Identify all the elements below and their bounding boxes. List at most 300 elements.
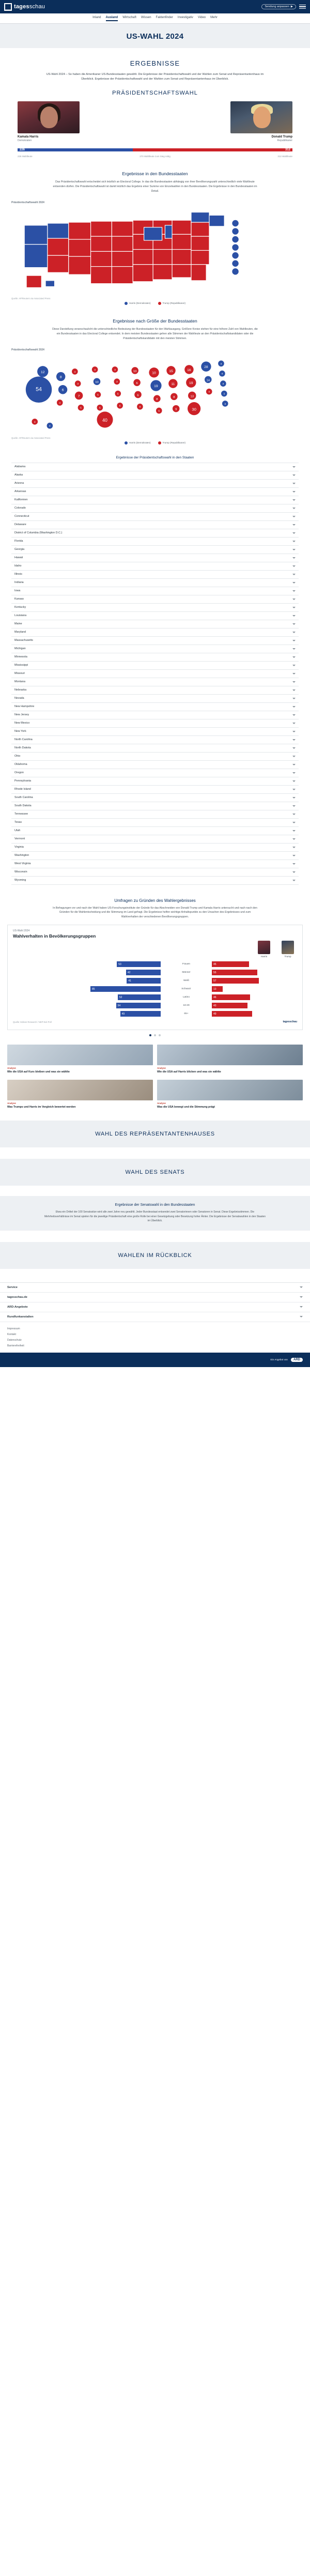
main-navigation xyxy=(0,13,310,24)
state-row[interactable] xyxy=(11,736,299,744)
chevron-down-icon xyxy=(292,855,296,856)
chevron-down-icon xyxy=(292,673,296,674)
chevron-down-icon xyxy=(292,665,296,666)
state-row[interactable] xyxy=(11,786,299,794)
legend-item-rep xyxy=(158,441,186,444)
result-bar-notes xyxy=(18,155,292,158)
chevron-down-icon xyxy=(292,847,296,848)
map-states-chart-label: Präsidentschaftswahl 2024 xyxy=(11,201,44,204)
chevron-down-icon xyxy=(300,1316,303,1317)
svg-text:12: 12 xyxy=(41,370,45,374)
teaser-kicker: Analyse xyxy=(7,1101,16,1105)
footer-link-datenschutz[interactable]: Datenschutz xyxy=(7,1338,22,1342)
survey-paragraph: In Befragungen vor und nach der Wahl haben US-Forschungsinstitute der Gründe für das Abschneiden von Donald Trump und Kamala Harris untersucht und nach nach den Gründen für die Wahlentscheidung und die Stimmung im Land gefragt. Die Ergebnisse helfen wichtige Anhaltspunkte zu den Ursachen des Ergebnisses und zum Wahlverhalten der verschiedenen Bevölkerungsgruppen. xyxy=(53,906,257,919)
map-bubbles-chart-label: Präsidentschaftswahl 2024 xyxy=(11,348,44,351)
state-row[interactable] xyxy=(11,744,299,753)
state-row[interactable] xyxy=(11,852,299,860)
state-row[interactable] xyxy=(11,488,299,496)
nav-item-inland[interactable]: Inland xyxy=(92,16,101,19)
state-row-label: Alabama xyxy=(14,465,26,468)
state-row[interactable] xyxy=(11,761,299,769)
teaser-kicker: Analyse xyxy=(157,1101,166,1105)
teaser-card[interactable] xyxy=(157,1080,303,1110)
carousel-dot-3[interactable] xyxy=(159,1034,161,1036)
chevron-down-icon xyxy=(292,689,296,691)
state-row[interactable] xyxy=(11,703,299,711)
survey-bar-rep: 13 xyxy=(212,986,223,992)
us-choropleth-map[interactable] xyxy=(11,205,299,296)
state-row[interactable] xyxy=(11,769,299,777)
teaser-grid xyxy=(7,1045,303,1109)
us-bubble-map[interactable] xyxy=(11,352,299,435)
nav-item-investigativ[interactable]: Investigativ xyxy=(177,16,193,19)
state-row[interactable] xyxy=(11,753,299,761)
results-lead: US-Wahl 2024 – So haben die Amerikaner US-Bundesstaaten gewählt. Die Ergebnisse der Präsidentschaftswahl und der Wahlen zum Senat und Repräsentantenhaus im Überblick. Ergebnisse der Präsidentschaftswahl und der Wahlen zum Senat und Repräsentantenhaus im Überblick. xyxy=(46,73,264,81)
chevron-down-icon xyxy=(292,880,296,881)
chevron-down-icon xyxy=(292,599,296,600)
survey-head-trump xyxy=(282,941,294,958)
footer-row-rundfunkanstalten[interactable] xyxy=(0,1312,310,1322)
survey-bar-right xyxy=(212,994,310,1000)
svg-text:6: 6 xyxy=(61,388,64,392)
chevron-down-icon xyxy=(292,797,296,799)
svg-text:3: 3 xyxy=(224,403,226,406)
survey-group-label: Weiß xyxy=(183,979,190,983)
survey-bar-row xyxy=(13,961,297,968)
nav-item-wirtschaft[interactable]: Wirtschaft xyxy=(122,16,136,19)
svg-text:9: 9 xyxy=(175,408,177,411)
nav-item-faktenfinder[interactable]: Faktenfinder xyxy=(156,16,173,19)
survey-bar-row xyxy=(13,977,297,984)
hero-banner xyxy=(0,24,310,48)
chevron-down-icon xyxy=(292,516,296,517)
state-row[interactable] xyxy=(11,554,299,562)
survey-bar-row xyxy=(13,969,297,976)
state-row[interactable] xyxy=(11,604,299,612)
state-row-label: Idaho xyxy=(14,564,22,568)
hamburger-menu-icon[interactable] xyxy=(299,5,306,9)
teaser-title: Was die USA bewegt und die Stimmung prägt xyxy=(157,1105,215,1109)
survey-bar-rep: 57 xyxy=(212,978,259,984)
candidate-name: Kamala Harris xyxy=(18,135,39,139)
chevron-down-icon xyxy=(300,1296,303,1298)
chevron-down-icon xyxy=(292,623,296,625)
chevron-down-icon xyxy=(292,814,296,815)
survey-card-heads xyxy=(13,941,297,958)
svg-text:6: 6 xyxy=(136,381,138,385)
state-row[interactable] xyxy=(11,587,299,595)
sendung-anpassen-label: Sendung anpassen xyxy=(265,5,289,8)
svg-text:4: 4 xyxy=(59,402,61,405)
map-bubbles-legend xyxy=(7,441,303,444)
footer-row-service[interactable] xyxy=(0,1283,310,1293)
survey-bar-dem: 53 xyxy=(117,961,161,967)
state-row-label: New Hampshire xyxy=(14,705,35,708)
teaser-image xyxy=(157,1045,303,1065)
teaser-card[interactable] xyxy=(7,1080,153,1110)
state-row[interactable] xyxy=(11,670,299,678)
state-row[interactable] xyxy=(11,571,299,579)
survey-bar-row xyxy=(13,986,297,992)
chevron-down-icon xyxy=(292,838,296,840)
chevron-down-icon xyxy=(292,822,296,823)
map-states-heading: Ergebnisse in den Bundesstaaten xyxy=(122,171,188,177)
svg-text:8: 8 xyxy=(173,395,175,399)
state-row[interactable] xyxy=(11,471,299,480)
teaser-card[interactable] xyxy=(157,1045,303,1075)
survey-bar-dem: 52 xyxy=(118,994,161,1000)
legend-item-dem xyxy=(125,441,151,444)
state-row[interactable] xyxy=(11,546,299,554)
state-row[interactable] xyxy=(11,529,299,538)
survey-heading: Umfragen zu Gründen des Wahlergebnisses xyxy=(114,898,196,903)
chevron-down-icon xyxy=(292,731,296,732)
teaser-title: Wie die USA auf Kurs bleiben und was sie wählte xyxy=(7,1070,70,1074)
svg-text:5: 5 xyxy=(99,407,101,410)
state-row-label: North Carolina xyxy=(14,738,33,741)
state-row[interactable] xyxy=(11,802,299,810)
state-row-label: Arizona xyxy=(14,482,24,485)
candidates-row xyxy=(18,101,292,142)
state-row[interactable] xyxy=(11,496,299,504)
svg-text:5: 5 xyxy=(80,407,82,410)
teaser-kicker: Analyse xyxy=(7,1067,16,1070)
state-row[interactable] xyxy=(11,711,299,719)
svg-text:3: 3 xyxy=(94,369,96,372)
chevron-down-icon xyxy=(292,789,296,790)
survey-bar-dem: 54 xyxy=(116,1003,161,1008)
survey-bar-dem: 49 xyxy=(120,1011,161,1017)
footer-links xyxy=(0,1322,310,1353)
svg-text:8: 8 xyxy=(139,406,141,409)
chevron-down-icon xyxy=(292,607,296,608)
svg-text:16: 16 xyxy=(187,368,191,372)
carousel-dot-2[interactable] xyxy=(154,1034,156,1036)
state-row[interactable] xyxy=(11,827,299,835)
state-row-label: Texas xyxy=(14,821,22,824)
state-row-label: New York xyxy=(14,730,26,733)
state-row-label: Oregon xyxy=(14,771,24,774)
chevron-down-icon xyxy=(292,756,296,757)
survey-group-label: 18-29 xyxy=(183,1004,190,1007)
state-row[interactable] xyxy=(11,595,299,604)
survey-head-harris xyxy=(258,941,270,958)
chevron-down-icon xyxy=(292,772,296,774)
chevron-down-icon xyxy=(292,574,296,575)
svg-text:28: 28 xyxy=(204,365,208,369)
candidate-harris xyxy=(18,101,80,142)
map-bubbles-source: Quelle: AP/Reuters via Associated Press xyxy=(11,436,51,439)
state-row-label: Washington xyxy=(14,854,29,857)
state-row-label: Kansas xyxy=(14,597,24,601)
state-row[interactable] xyxy=(11,810,299,819)
state-row[interactable] xyxy=(11,819,299,827)
survey-logo: tagesschau xyxy=(283,1020,297,1024)
state-row[interactable] xyxy=(11,653,299,662)
candidate-photo xyxy=(230,101,292,133)
state-row-label: New Mexico xyxy=(14,722,30,725)
legend-item-rep xyxy=(158,302,186,305)
state-row[interactable] xyxy=(11,678,299,686)
state-row-label: Rhode Island xyxy=(14,788,31,791)
chevron-down-icon xyxy=(292,499,296,501)
survey-bar-row xyxy=(13,1010,297,1017)
survey-bar-right xyxy=(212,970,310,975)
survey-group-label: Latino xyxy=(182,996,190,999)
survey-bar-dem: 42 xyxy=(126,970,161,975)
logo-text xyxy=(14,4,45,10)
chevron-down-icon xyxy=(292,871,296,873)
state-row-label: Arkansas xyxy=(14,490,26,493)
survey-card-footer xyxy=(13,1020,297,1023)
survey-bar-left xyxy=(13,994,161,1000)
state-row-label: South Dakota xyxy=(14,804,32,807)
svg-text:3: 3 xyxy=(34,421,36,424)
state-row-label: Indiana xyxy=(14,581,24,584)
state-row-label: Kentucky xyxy=(14,606,26,609)
svg-text:10: 10 xyxy=(95,380,99,384)
survey-bar-rep: 49 xyxy=(212,1011,252,1017)
svg-text:4: 4 xyxy=(49,425,51,428)
survey-bar-left xyxy=(13,970,161,975)
state-row[interactable] xyxy=(11,844,299,852)
state-row-label: Montana xyxy=(14,680,25,683)
state-row-label: Utah xyxy=(14,829,21,832)
chevron-down-icon xyxy=(292,582,296,584)
candidate-photo xyxy=(18,101,80,133)
survey-card-title: Wahlverhalten in Bevölkerungsgruppen xyxy=(13,933,96,939)
survey-group-label: Schwarz xyxy=(181,988,191,991)
chevron-down-icon xyxy=(292,466,296,468)
state-row[interactable] xyxy=(11,877,299,885)
map-states-paragraph: Das Präsidentschaftswahl entscheidet sich letztlich an Electoral College. In das die Bundesstaaten abhängig von ihrer Bevölkerungszahl unterschiedlich viele Wahlleute entsenden dürfen. Die Präsidentschaftswahl ist damit letztlich das Ergebnis einer Summe von Einzelwahlen in den Bundesstaaten. Die Ergebnisse in den Bundesstaaten im Detail. xyxy=(53,180,257,193)
survey-group-label: 65+ xyxy=(184,1013,189,1016)
banner-house-title: WAHL DES REPRÄSENTANTENHAUSES xyxy=(95,1131,215,1138)
note-center: 270 Wahlleute zum Sieg nötig xyxy=(140,155,171,158)
footer-row-label: Rundfunkanstalten xyxy=(7,1315,34,1318)
state-row-label: North Dakota xyxy=(14,746,31,749)
chevron-down-icon xyxy=(292,491,296,493)
nav-item-video[interactable]: Video xyxy=(197,16,206,19)
nav-item-ausland[interactable]: Ausland xyxy=(106,16,118,21)
state-row[interactable] xyxy=(11,504,299,513)
logo-primary: tages xyxy=(14,4,29,10)
state-row-label: Hawaii xyxy=(14,556,23,559)
state-row-label: New Jersey xyxy=(14,713,29,716)
svg-text:19: 19 xyxy=(189,381,193,385)
legend-label-dem: Harris (Demokraten) xyxy=(129,302,151,305)
state-row[interactable] xyxy=(11,538,299,546)
top-bar xyxy=(0,0,310,13)
svg-text:6: 6 xyxy=(137,393,139,397)
state-row[interactable] xyxy=(11,662,299,670)
chevron-down-icon xyxy=(292,805,296,807)
survey-bar-left xyxy=(13,986,161,992)
note-left: 226 Wahlleute xyxy=(18,155,33,158)
state-row[interactable] xyxy=(11,579,299,587)
chevron-down-icon xyxy=(292,632,296,633)
state-row[interactable] xyxy=(11,628,299,637)
chevron-down-icon xyxy=(292,565,296,567)
footer-row-label: tagesschau.de xyxy=(7,1295,27,1299)
survey-bar-right xyxy=(212,986,310,992)
state-row-label: Pennsylvania xyxy=(14,779,32,783)
state-row-label: Mississippi xyxy=(14,664,28,667)
svg-text:13: 13 xyxy=(190,394,194,398)
chevron-down-icon xyxy=(292,557,296,559)
chevron-down-icon xyxy=(292,648,296,650)
state-row[interactable] xyxy=(11,695,299,703)
state-row-label: Kalifornien xyxy=(14,498,28,501)
svg-text:6: 6 xyxy=(158,409,160,412)
senate-block-heading: Ergebnisse der Senatswahl in den Bundesstaaten xyxy=(115,1203,195,1207)
footer-row-label: ARD-Angebote xyxy=(7,1305,28,1309)
footer-row-tagesschau[interactable] xyxy=(0,1293,310,1302)
state-row-label: Delaware xyxy=(14,523,26,526)
survey-bar-row xyxy=(13,994,297,1001)
carousel-dot-1[interactable] xyxy=(149,1034,151,1036)
map-states-source: Quelle: AP/Reuters via Associated Press xyxy=(11,297,51,300)
nav-item-mehr[interactable]: Mehr xyxy=(210,16,218,19)
chevron-down-icon xyxy=(292,474,296,476)
chevron-down-icon xyxy=(292,524,296,526)
state-row[interactable] xyxy=(11,513,299,521)
site-footer xyxy=(0,1282,310,1367)
state-list xyxy=(11,463,299,885)
chevron-down-icon xyxy=(292,615,296,617)
carousel-dots[interactable] xyxy=(0,1034,310,1036)
svg-text:3: 3 xyxy=(222,382,224,386)
chevron-down-icon xyxy=(292,698,296,699)
svg-text:4: 4 xyxy=(208,391,210,394)
state-row-label: Alaska xyxy=(14,473,23,477)
map-bubbles-paragraph: Diese Darstellung veranschaulicht die unterschiedliche Bedeutung der Bundesstaaten für den Wahlausgang. Größere Kreise stehen für eine höhere Zahl von Wahlleuten, die ein Bundesstaaten in das Electoral College entsendet. In dem meisten Bundesstaaten gehen alle Stimmen der Wahlleute an den Präsidentschaftskandidaten oder die Präsidentschaftskandidatin mit den meisten Stimmen. xyxy=(52,327,258,340)
state-row[interactable] xyxy=(11,860,299,868)
results-section-title: ERGEBNISSE xyxy=(130,59,180,67)
state-row[interactable] xyxy=(11,835,299,844)
site-logo[interactable] xyxy=(4,3,45,11)
candidate-party: Republikaner xyxy=(277,139,292,143)
state-row[interactable] xyxy=(11,463,299,471)
state-row[interactable] xyxy=(11,620,299,628)
svg-text:40: 40 xyxy=(102,417,107,423)
footer-row-ard-angebote[interactable] xyxy=(0,1302,310,1312)
survey-bar-right xyxy=(212,1003,310,1008)
footer-link-impressum[interactable]: Impressum xyxy=(7,1327,20,1330)
survey-card-kicker: US-Wahl 2024 xyxy=(13,929,30,933)
chevron-down-icon xyxy=(292,656,296,658)
candidate-trump xyxy=(230,101,292,142)
state-row-label: Georgia xyxy=(14,548,25,551)
banner-overview-title: WAHLEN IM RÜCKBLICK xyxy=(118,1252,192,1259)
state-row[interactable] xyxy=(11,794,299,802)
survey-source: Quelle: Edison Research / NEP Exit Poll xyxy=(13,1020,52,1023)
chevron-down-icon xyxy=(292,590,296,592)
legend-label-rep: Trump (Republikaner) xyxy=(162,302,186,305)
state-row-label: Wisconsin xyxy=(14,870,27,873)
svg-text:3: 3 xyxy=(223,392,225,395)
state-row[interactable] xyxy=(11,686,299,695)
chevron-down-icon xyxy=(292,747,296,749)
state-row[interactable] xyxy=(11,868,299,877)
state-row[interactable] xyxy=(11,521,299,529)
banner-senate-title: WAHL DES SENATS xyxy=(125,1169,185,1176)
state-row[interactable] xyxy=(11,637,299,645)
footer-ard-bar xyxy=(0,1353,310,1367)
footer-link-barrierefreiheit[interactable]: Barrierefreiheit xyxy=(7,1344,24,1347)
teaser-card[interactable] xyxy=(7,1045,153,1075)
svg-text:14: 14 xyxy=(206,378,210,382)
state-row[interactable] xyxy=(11,719,299,728)
play-icon: ▶ xyxy=(290,5,293,8)
tagesschau-logo-icon xyxy=(4,3,12,11)
state-row[interactable] xyxy=(11,777,299,786)
state-row[interactable] xyxy=(11,612,299,620)
svg-text:8: 8 xyxy=(156,397,158,401)
ard-logo: ARD xyxy=(291,1358,303,1362)
survey-bar-row xyxy=(13,1002,297,1009)
state-row-label: Illinois xyxy=(14,573,22,576)
state-row[interactable] xyxy=(11,728,299,736)
chevron-down-icon xyxy=(292,640,296,641)
teaser-column-right xyxy=(157,1045,303,1109)
survey-chart-card[interactable] xyxy=(7,925,303,1030)
note-right: 312 Wahlleute xyxy=(277,155,292,158)
teaser-column-left xyxy=(7,1045,153,1109)
teaser-image xyxy=(7,1080,153,1100)
state-row-label: Maine xyxy=(14,622,22,625)
map-states-legend xyxy=(7,302,303,305)
svg-text:3: 3 xyxy=(116,380,118,384)
page-title: US-WAHL 2024 xyxy=(126,32,184,41)
presidential-subtitle: PRÄSIDENTSCHAFTSWAHL xyxy=(112,90,198,97)
survey-bar-rep: 46 xyxy=(212,994,250,1000)
map-bubbles-heading: Ergebnisse nach Größe der Bundesstaaten xyxy=(113,318,197,324)
sendung-anpassen-button[interactable] xyxy=(261,4,296,9)
state-row[interactable] xyxy=(11,480,299,488)
state-row-label: Missouri xyxy=(14,672,25,675)
chevron-down-icon xyxy=(292,483,296,484)
footer-row-label: Service xyxy=(7,1285,18,1289)
nav-item-wissen[interactable]: Wissen xyxy=(141,16,151,19)
footer-bottom-text: Ein Angebot von xyxy=(270,1358,288,1361)
svg-text:30: 30 xyxy=(192,406,196,411)
survey-bar-left xyxy=(13,961,161,967)
svg-text:10: 10 xyxy=(152,371,156,375)
state-row-label: Wyoming xyxy=(14,879,26,882)
harris-thumbnail xyxy=(258,941,270,954)
svg-text:8: 8 xyxy=(59,375,62,379)
state-row[interactable] xyxy=(11,645,299,653)
banner-overview xyxy=(0,1242,310,1269)
svg-text:3: 3 xyxy=(77,382,79,386)
svg-text:4: 4 xyxy=(74,371,76,374)
chevron-down-icon xyxy=(292,863,296,865)
svg-text:19: 19 xyxy=(154,384,158,388)
survey-bar-dem: 85 xyxy=(90,986,161,992)
footer-link-kontakt[interactable]: Kontakt xyxy=(7,1332,16,1336)
state-row[interactable] xyxy=(11,562,299,571)
svg-text:5: 5 xyxy=(117,392,119,395)
chevron-down-icon xyxy=(292,549,296,550)
banner-house xyxy=(0,1121,310,1147)
svg-text:7: 7 xyxy=(78,394,80,398)
state-row-label: Michigan xyxy=(14,647,26,650)
state-row-label: Iowa xyxy=(14,589,21,592)
chevron-down-icon xyxy=(300,1286,303,1288)
survey-bar-left xyxy=(13,1003,161,1008)
svg-text:5: 5 xyxy=(97,393,99,396)
